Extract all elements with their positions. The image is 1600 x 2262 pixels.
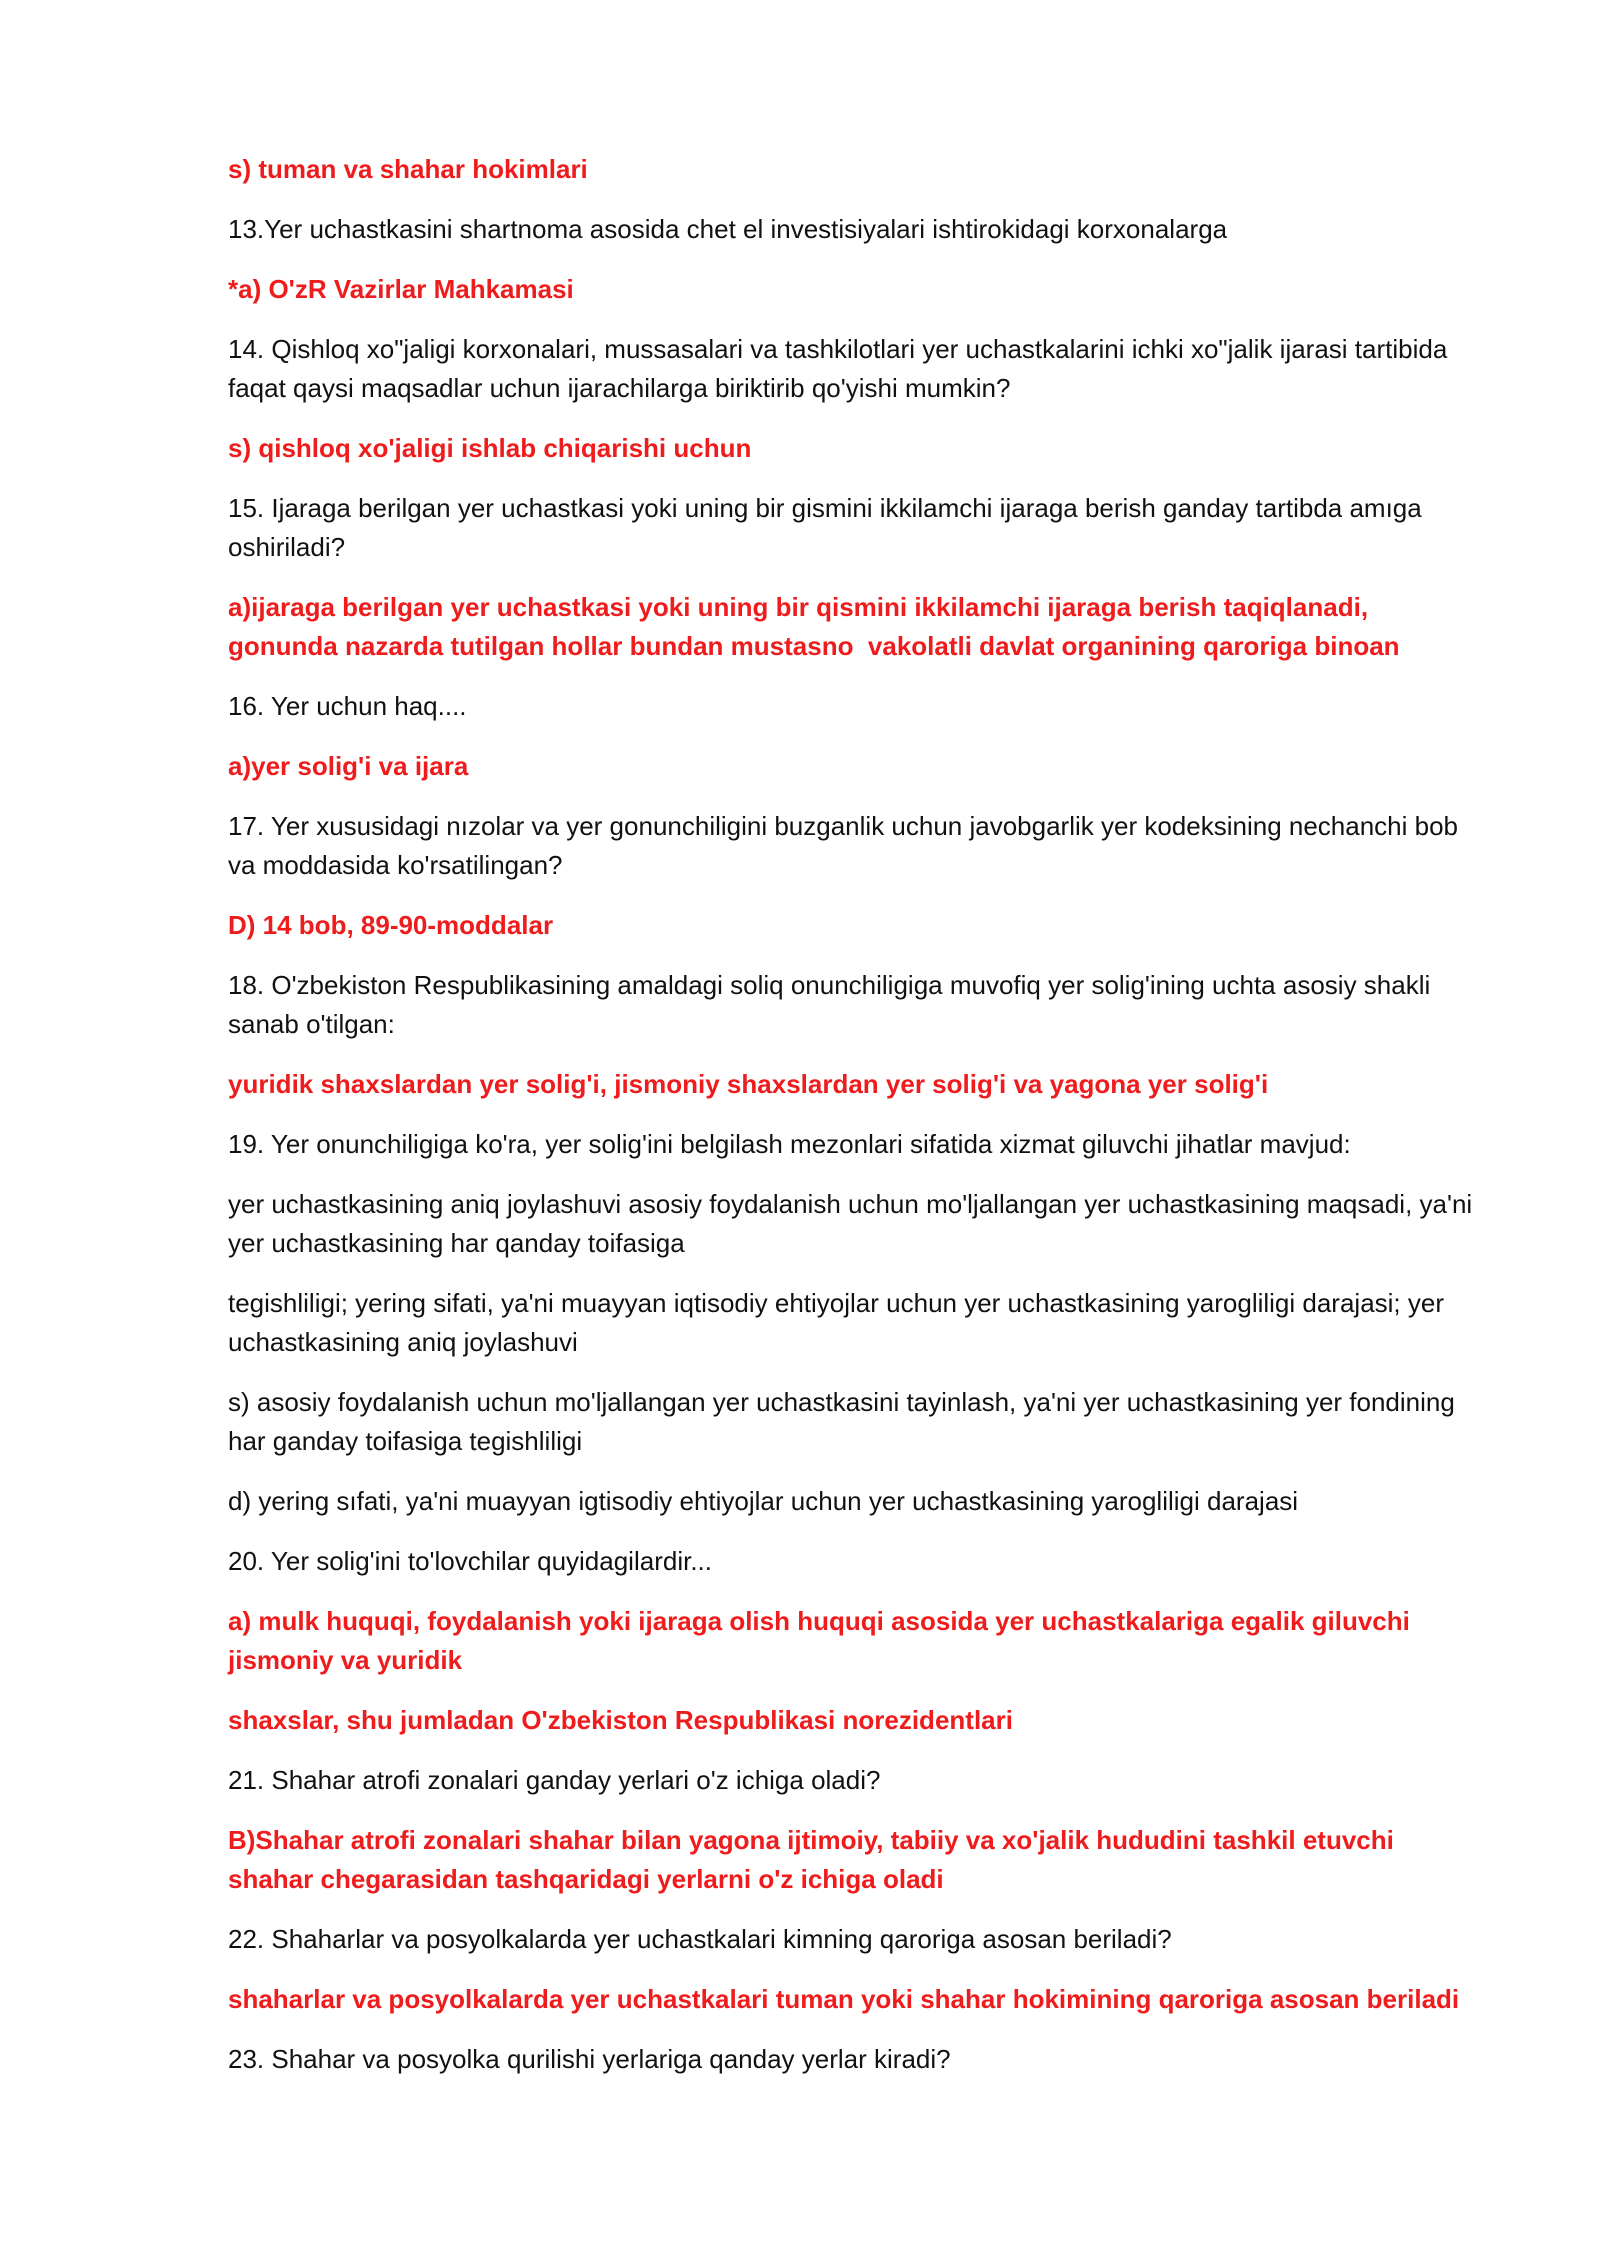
question-text: 20. Yer solig'ini to'lovchilar quyidagilardir...: [228, 1546, 712, 1576]
answer-text: shaxslar, shu jumladan O'zbekiston Respublikasi norezidentlari: [228, 1705, 1013, 1735]
question-text: 21. Shahar atrofi zonalari ganday yerlari o'z ichiga oladi?: [228, 1765, 881, 1795]
question-text: 14. Qishloq xo"jaligi korxonalari, mussasalari va tashkilotlari yer uchastkalarini ichki xo"jalik ijarasi tartibida faqat qaysi maqsadlar uchun ijarachilarga biriktirib qo'yishi mumkin?: [228, 334, 1455, 403]
question-text: 23. Shahar va posyolka qurilishi yerlariga qanday yerlar kiradi?: [228, 2044, 951, 2074]
answer-text: *a) O'zR Vazirlar Mahkamasi: [228, 274, 574, 304]
question-text: 19. Yer onunchiligiga ko'ra, yer solig'ini belgilash mezonlari sifatida xizmat giluvchi jihatlar mavjud:: [228, 1129, 1351, 1159]
question-text: 22. Shaharlar va posyolkalarda yer uchastkalari kimning qaroriga asosan beriladi?: [228, 1924, 1172, 1954]
document-body: [228, 150, 1478, 2100]
answer-text: shaharlar va posyolkalarda yer uchastkalari tuman yoki shahar hokimining qaroriga asosan beriladi: [228, 1984, 1460, 2014]
question-text: 15. Ijaraga berilgan yer uchastkasi yoki uning bir gismini ikkilamchi ijaraga berish ganday tartibda amıga oshiriladi?: [228, 493, 1429, 562]
answer-text: s) qishloq xo'jaligi ishlab chiqarishi uchun: [228, 433, 752, 463]
answer-text: a) mulk huquqi, foydalanish yoki ijaraga olish huquqi asosida yer uchastkalariga egalik giluvchi jismoniy va yuridik: [228, 1606, 1418, 1675]
answer-text: yuridik shaxslardan yer solig'i, jismoniy shaxslardan yer solig'i va yagona yer solig'i: [228, 1069, 1269, 1099]
option-text: d) yering sıfati, ya'ni muayyan igtisodiy ehtiyojlar uchun yer uchastkasining yarogliligi darajasi: [228, 1486, 1299, 1516]
question-text: 18. O'zbekiston Respublikasining amaldagi soliq onunchiligiga muvofiq yer solig'ining uchta asosiy shakli sanab o'tilgan:: [228, 970, 1438, 1039]
answer-text: B)Shahar atrofi zonalari shahar bilan yagona ijtimoiy, tabiiy va xo'jalik hududini tashkil etuvchi shahar chegarasidan tashqaridagi yerlarni o'z ichiga oladi: [228, 1825, 1402, 1894]
question-text: 13.Yer uchastkasini shartnoma asosida chet el investisiyalari ishtirokidagi korxonalarga: [228, 214, 1228, 244]
answer-text: D) 14 bob, 89-90-moddalar: [228, 910, 554, 940]
option-text: tegishliligi; yering sifati, ya'ni muayyan iqtisodiy ehtiyojlar uchun yer uchastkasining yarogliligi darajasi; yer uchastkasining aniq joylashuvi: [228, 1288, 1452, 1357]
answer-text: a)ijaraga berilgan yer uchastkasi yoki uning bir qismini ikkilamchi ijaraga berish taqiqlanadi, gonunda nazarda tutilgan hollar bundan mustasno vakolatli davlat organining qaroriga binoan: [228, 592, 1400, 661]
option-text: s) asosiy foydalanish uchun mo'ljallangan yer uchastkasini tayinlash, ya'ni yer uchastkasining yer fondining har ganday toifasiga tegishliligi: [228, 1387, 1463, 1456]
option-text: yer uchastkasining aniq joylashuvi asosiy foydalanish uchun mo'ljallangan yer uchastkasining maqsadi, ya'ni yer uchastkasining har qanday toifasiga: [228, 1189, 1480, 1258]
question-text: 17. Yer xususidagi nızolar va yer gonunchiligini buzganlik uchun javobgarlik yer kodeksining nechanchi bob va moddasida ko'rsatilingan?: [228, 811, 1466, 880]
answer-text: a)yer solig'i va ijara: [228, 751, 469, 781]
answer-text: s) tuman va shahar hokimlari: [228, 154, 588, 184]
question-text: 16. Yer uchun haq....: [228, 691, 467, 721]
